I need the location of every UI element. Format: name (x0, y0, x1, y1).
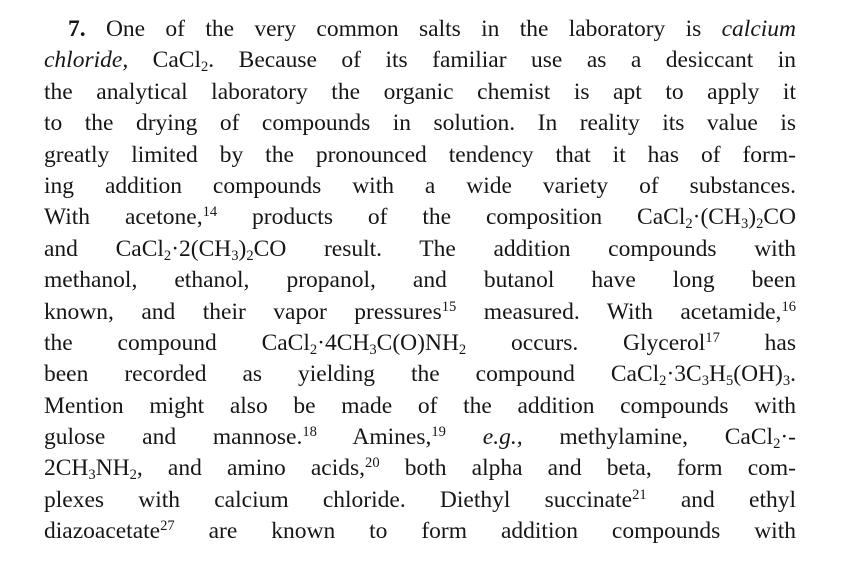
text-run: ) (238, 235, 247, 262)
text-run: 2CH (44, 455, 89, 482)
text-line (44, 108, 796, 139)
text-line (44, 234, 796, 265)
text-run: With acetone, (44, 204, 203, 231)
text-run: CO (763, 204, 796, 231)
text-run: are known to form addition compounds with (174, 518, 796, 545)
text-run: CO result. The addition compounds with (253, 235, 796, 262)
text-run: NH (95, 455, 130, 482)
text-run: ·2(CH (171, 235, 232, 262)
text-run: occurs. Glycerol (466, 329, 706, 356)
text-run: ·3C (666, 361, 702, 388)
text-run: , and amino acids, (136, 455, 366, 482)
text-line (44, 140, 796, 171)
text-run: H (708, 361, 726, 388)
text-run: to the drying of compounds in solution. In reality its value is (44, 110, 796, 137)
text-run: methanol, ethanol, propanol, and butanol have long been (44, 267, 796, 294)
text-line (44, 328, 796, 359)
subscript: 2 (246, 247, 254, 264)
text-run: products of the composition CaCl (217, 204, 686, 231)
text-run: CaCl (128, 47, 201, 74)
italic-text: calcium (721, 16, 796, 42)
text-run: One of the very common salts in the laboratory is (105, 16, 722, 42)
subscript: 3 (88, 467, 96, 484)
footnote-ref: 18 (302, 424, 317, 441)
text-line (44, 202, 796, 233)
footnote-ref: 27 (160, 518, 175, 535)
subscript: 2 (685, 216, 693, 233)
text-line (44, 516, 796, 547)
text-line (44, 265, 796, 296)
text-run: measured. With acetamide, (456, 298, 782, 325)
text-run: been recorded as yielding the compound CaCl (44, 361, 660, 388)
text-run: ) (748, 204, 757, 231)
text-run: the compound CaCl (44, 329, 310, 356)
footnote-ref: 21 (632, 486, 647, 503)
text-run: and ethyl (646, 486, 796, 513)
text-line (44, 297, 796, 328)
text-run: ·- (780, 424, 797, 451)
subscript: 2 (309, 341, 318, 358)
subscript: 2 (458, 341, 467, 358)
text-line (44, 485, 796, 516)
text-run: plexes with calcium chloride. Diethyl succinate (44, 486, 633, 513)
text-run (446, 424, 483, 450)
subscript: 5 (725, 373, 734, 390)
text-line (44, 171, 796, 202)
text-run: gulose and mannose. (44, 424, 303, 451)
text-run: methylamine, CaCl (522, 424, 774, 451)
text-line (44, 391, 796, 422)
text-line (44, 422, 796, 453)
italic-text: e.g., (482, 424, 523, 451)
document-page (44, 14, 796, 548)
footnote-ref: 17 (705, 329, 720, 346)
footnote-ref: 15 (441, 298, 457, 315)
subscript: 3 (782, 373, 791, 390)
subscript: 3 (740, 216, 749, 233)
subscript: 2 (756, 216, 764, 233)
text-run: both alpha and beta, form com- (379, 455, 796, 482)
text-line (44, 359, 796, 390)
text-run: C(O)NH (376, 329, 459, 356)
footnote-ref: 19 (431, 424, 446, 441)
footnote-ref: 20 (365, 455, 380, 472)
text-line (44, 77, 796, 108)
text-run: Mention might also be made of the addition compounds with (44, 392, 796, 419)
paragraph-number: 7. (68, 16, 86, 42)
footnote-ref: 16 (781, 298, 796, 315)
footnote-ref: 14 (202, 204, 218, 221)
text-run: the analytical laboratory the organic chemist is apt to apply it (44, 78, 796, 105)
text-run: . Because of its familiar use as a desiccant in (208, 47, 796, 74)
text-run: (OH) (733, 361, 783, 388)
italic-text: chloride, (44, 47, 129, 74)
text-line (44, 453, 796, 484)
paragraph (44, 14, 796, 548)
text-run: has (719, 329, 796, 356)
subscript: 2 (659, 373, 667, 390)
text-run: ·(CH (692, 204, 741, 231)
subscript: 2 (201, 59, 209, 76)
text-run: ing addition compounds with a wide variety of substances. (44, 172, 796, 199)
text-run: ·4CH (317, 329, 370, 356)
text-run: . (790, 361, 796, 388)
text-line (44, 45, 796, 76)
subscript: 3 (369, 341, 377, 358)
text-run: Amines, (316, 424, 432, 451)
text-line (44, 14, 796, 45)
subscript: 3 (701, 373, 709, 390)
text-run: and CaCl (44, 235, 164, 262)
text-run: known, and their vapor pressures (44, 298, 442, 325)
text-run: greatly limited by the pronounced tendency that it has of form- (44, 141, 796, 168)
subscript: 2 (163, 247, 172, 264)
subscript: 2 (773, 436, 781, 453)
subscript: 3 (231, 247, 239, 264)
text-run: diazoacetate (44, 518, 161, 545)
subscript: 2 (129, 467, 137, 484)
